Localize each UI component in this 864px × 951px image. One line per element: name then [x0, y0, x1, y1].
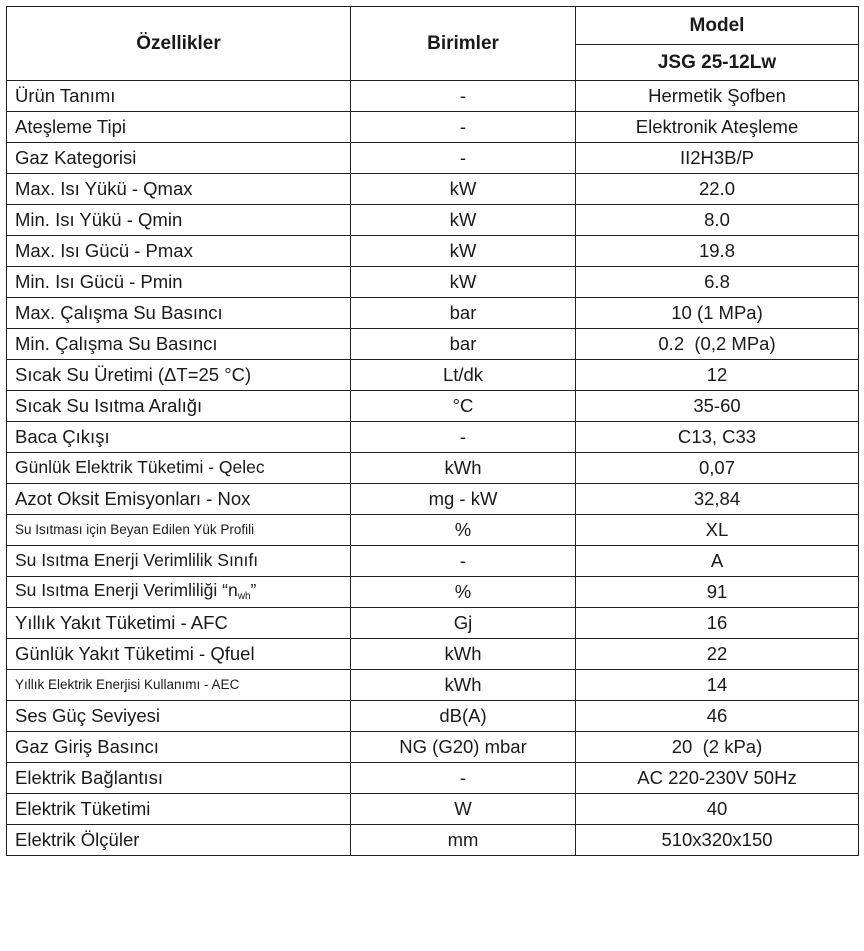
table-row — [7, 484, 859, 515]
row-name: Su Isıtması için Beyan Edilen Yük Profili — [7, 515, 351, 546]
row-name: Max. Isı Gücü - Pmax — [7, 236, 351, 267]
row-unit: - — [351, 112, 576, 143]
row-name: Ses Güç Seviyesi — [7, 701, 351, 732]
row-value: 40 — [576, 794, 859, 825]
row-value: 91 — [576, 577, 859, 608]
row-unit: kW — [351, 236, 576, 267]
row-name: Min. Isı Gücü - Pmin — [7, 267, 351, 298]
row-value: 20 (2 kPa) — [576, 732, 859, 763]
row-name: Elektrik Ölçüler — [7, 825, 351, 856]
row-name: Ürün Tanımı — [7, 81, 351, 112]
table-row — [7, 453, 859, 484]
row-value: 35-60 — [576, 391, 859, 422]
table-row — [7, 112, 859, 143]
row-name-subscript: wh — [237, 591, 251, 602]
table-row — [7, 515, 859, 546]
table-row — [7, 825, 859, 856]
row-unit: kW — [351, 267, 576, 298]
row-name: Günlük Elektrik Tüketimi - Qelec — [7, 453, 351, 484]
row-unit: Lt/dk — [351, 360, 576, 391]
table-row — [7, 360, 859, 391]
spec-table — [6, 6, 859, 856]
row-name: Su Isıtma Enerji Verimlilik Sınıfı — [7, 546, 351, 577]
row-name: Baca Çıkışı — [7, 422, 351, 453]
row-name: Elektrik Bağlantısı — [7, 763, 351, 794]
table-row — [7, 81, 859, 112]
table-row — [7, 174, 859, 205]
row-unit: °C — [351, 391, 576, 422]
row-value: Hermetik Şofben — [576, 81, 859, 112]
row-value: 0.2 (0,2 MPa) — [576, 329, 859, 360]
row-unit: - — [351, 81, 576, 112]
row-name: Max. Isı Yükü - Qmax — [7, 174, 351, 205]
row-name-suffix: ” — [250, 580, 257, 600]
header-model-name: JSG 25-12Lw — [576, 45, 859, 81]
row-value: 8.0 — [576, 205, 859, 236]
row-unit: - — [351, 763, 576, 794]
table-row — [7, 639, 859, 670]
table-row — [7, 546, 859, 577]
table-row — [7, 143, 859, 174]
row-value: 6.8 — [576, 267, 859, 298]
row-unit: kWh — [351, 670, 576, 701]
row-name: Gaz Kategorisi — [7, 143, 351, 174]
row-unit: kW — [351, 174, 576, 205]
row-value: 22.0 — [576, 174, 859, 205]
row-unit: bar — [351, 298, 576, 329]
row-name: Ateşleme Tipi — [7, 112, 351, 143]
row-unit: bar — [351, 329, 576, 360]
header-model: Model — [576, 7, 859, 45]
row-name: Yıllık Elektrik Enerjisi Kullanımı - AEC — [7, 670, 351, 701]
row-value: 16 — [576, 608, 859, 639]
table-row — [7, 577, 859, 608]
table-row — [7, 298, 859, 329]
row-name: Min. Çalışma Su Basıncı — [7, 329, 351, 360]
row-value: 32,84 — [576, 484, 859, 515]
row-value: Elektronik Ateşleme — [576, 112, 859, 143]
row-value: 510x320x150 — [576, 825, 859, 856]
row-unit: kW — [351, 205, 576, 236]
row-unit: dB(A) — [351, 701, 576, 732]
row-unit: kWh — [351, 453, 576, 484]
row-unit: mm — [351, 825, 576, 856]
table-row — [7, 670, 859, 701]
row-name: Gaz Giriş Basıncı — [7, 732, 351, 763]
table-row — [7, 701, 859, 732]
row-name: Elektrik Tüketimi — [7, 794, 351, 825]
row-name: Min. Isı Yükü - Qmin — [7, 205, 351, 236]
row-name-text: Su Isıtma Enerji Verimliliği “n — [15, 580, 238, 600]
row-name: Azot Oksit Emisyonları - Nox — [7, 484, 351, 515]
row-name: Sıcak Su Üretimi (ΔT=25 °C) — [7, 360, 351, 391]
table-row — [7, 732, 859, 763]
row-unit: Gj — [351, 608, 576, 639]
row-unit: % — [351, 577, 576, 608]
row-value: AC 220-230V 50Hz — [576, 763, 859, 794]
row-name: Sıcak Su Isıtma Aralığı — [7, 391, 351, 422]
row-value: C13, C33 — [576, 422, 859, 453]
row-value: 12 — [576, 360, 859, 391]
row-unit: - — [351, 546, 576, 577]
spec-rows — [7, 81, 859, 856]
row-value: A — [576, 546, 859, 577]
row-name: Günlük Yakıt Tüketimi - Qfuel — [7, 639, 351, 670]
table-row — [7, 608, 859, 639]
row-value: XL — [576, 515, 859, 546]
table-row — [7, 236, 859, 267]
row-value: 22 — [576, 639, 859, 670]
row-name: Max. Çalışma Su Basıncı — [7, 298, 351, 329]
row-value: 46 — [576, 701, 859, 732]
table-row — [7, 267, 859, 298]
row-unit: - — [351, 143, 576, 174]
row-value: II2H3B/P — [576, 143, 859, 174]
header-units: Birimler — [351, 7, 576, 81]
row-unit: kWh — [351, 639, 576, 670]
row-value: 19.8 — [576, 236, 859, 267]
row-unit: W — [351, 794, 576, 825]
row-value: 10 (1 MPa) — [576, 298, 859, 329]
table-row — [7, 329, 859, 360]
row-name: Yıllık Yakıt Tüketimi - AFC — [7, 608, 351, 639]
table-row — [7, 763, 859, 794]
header-features: Özellikler — [7, 7, 351, 81]
row-value: 0,07 — [576, 453, 859, 484]
table-row — [7, 422, 859, 453]
row-value: 14 — [576, 670, 859, 701]
table-row — [7, 794, 859, 825]
table-row — [7, 391, 859, 422]
row-name — [7, 577, 351, 608]
row-unit: - — [351, 422, 576, 453]
row-unit: mg - kW — [351, 484, 576, 515]
row-unit: NG (G20) mbar — [351, 732, 576, 763]
row-unit: % — [351, 515, 576, 546]
table-row — [7, 205, 859, 236]
